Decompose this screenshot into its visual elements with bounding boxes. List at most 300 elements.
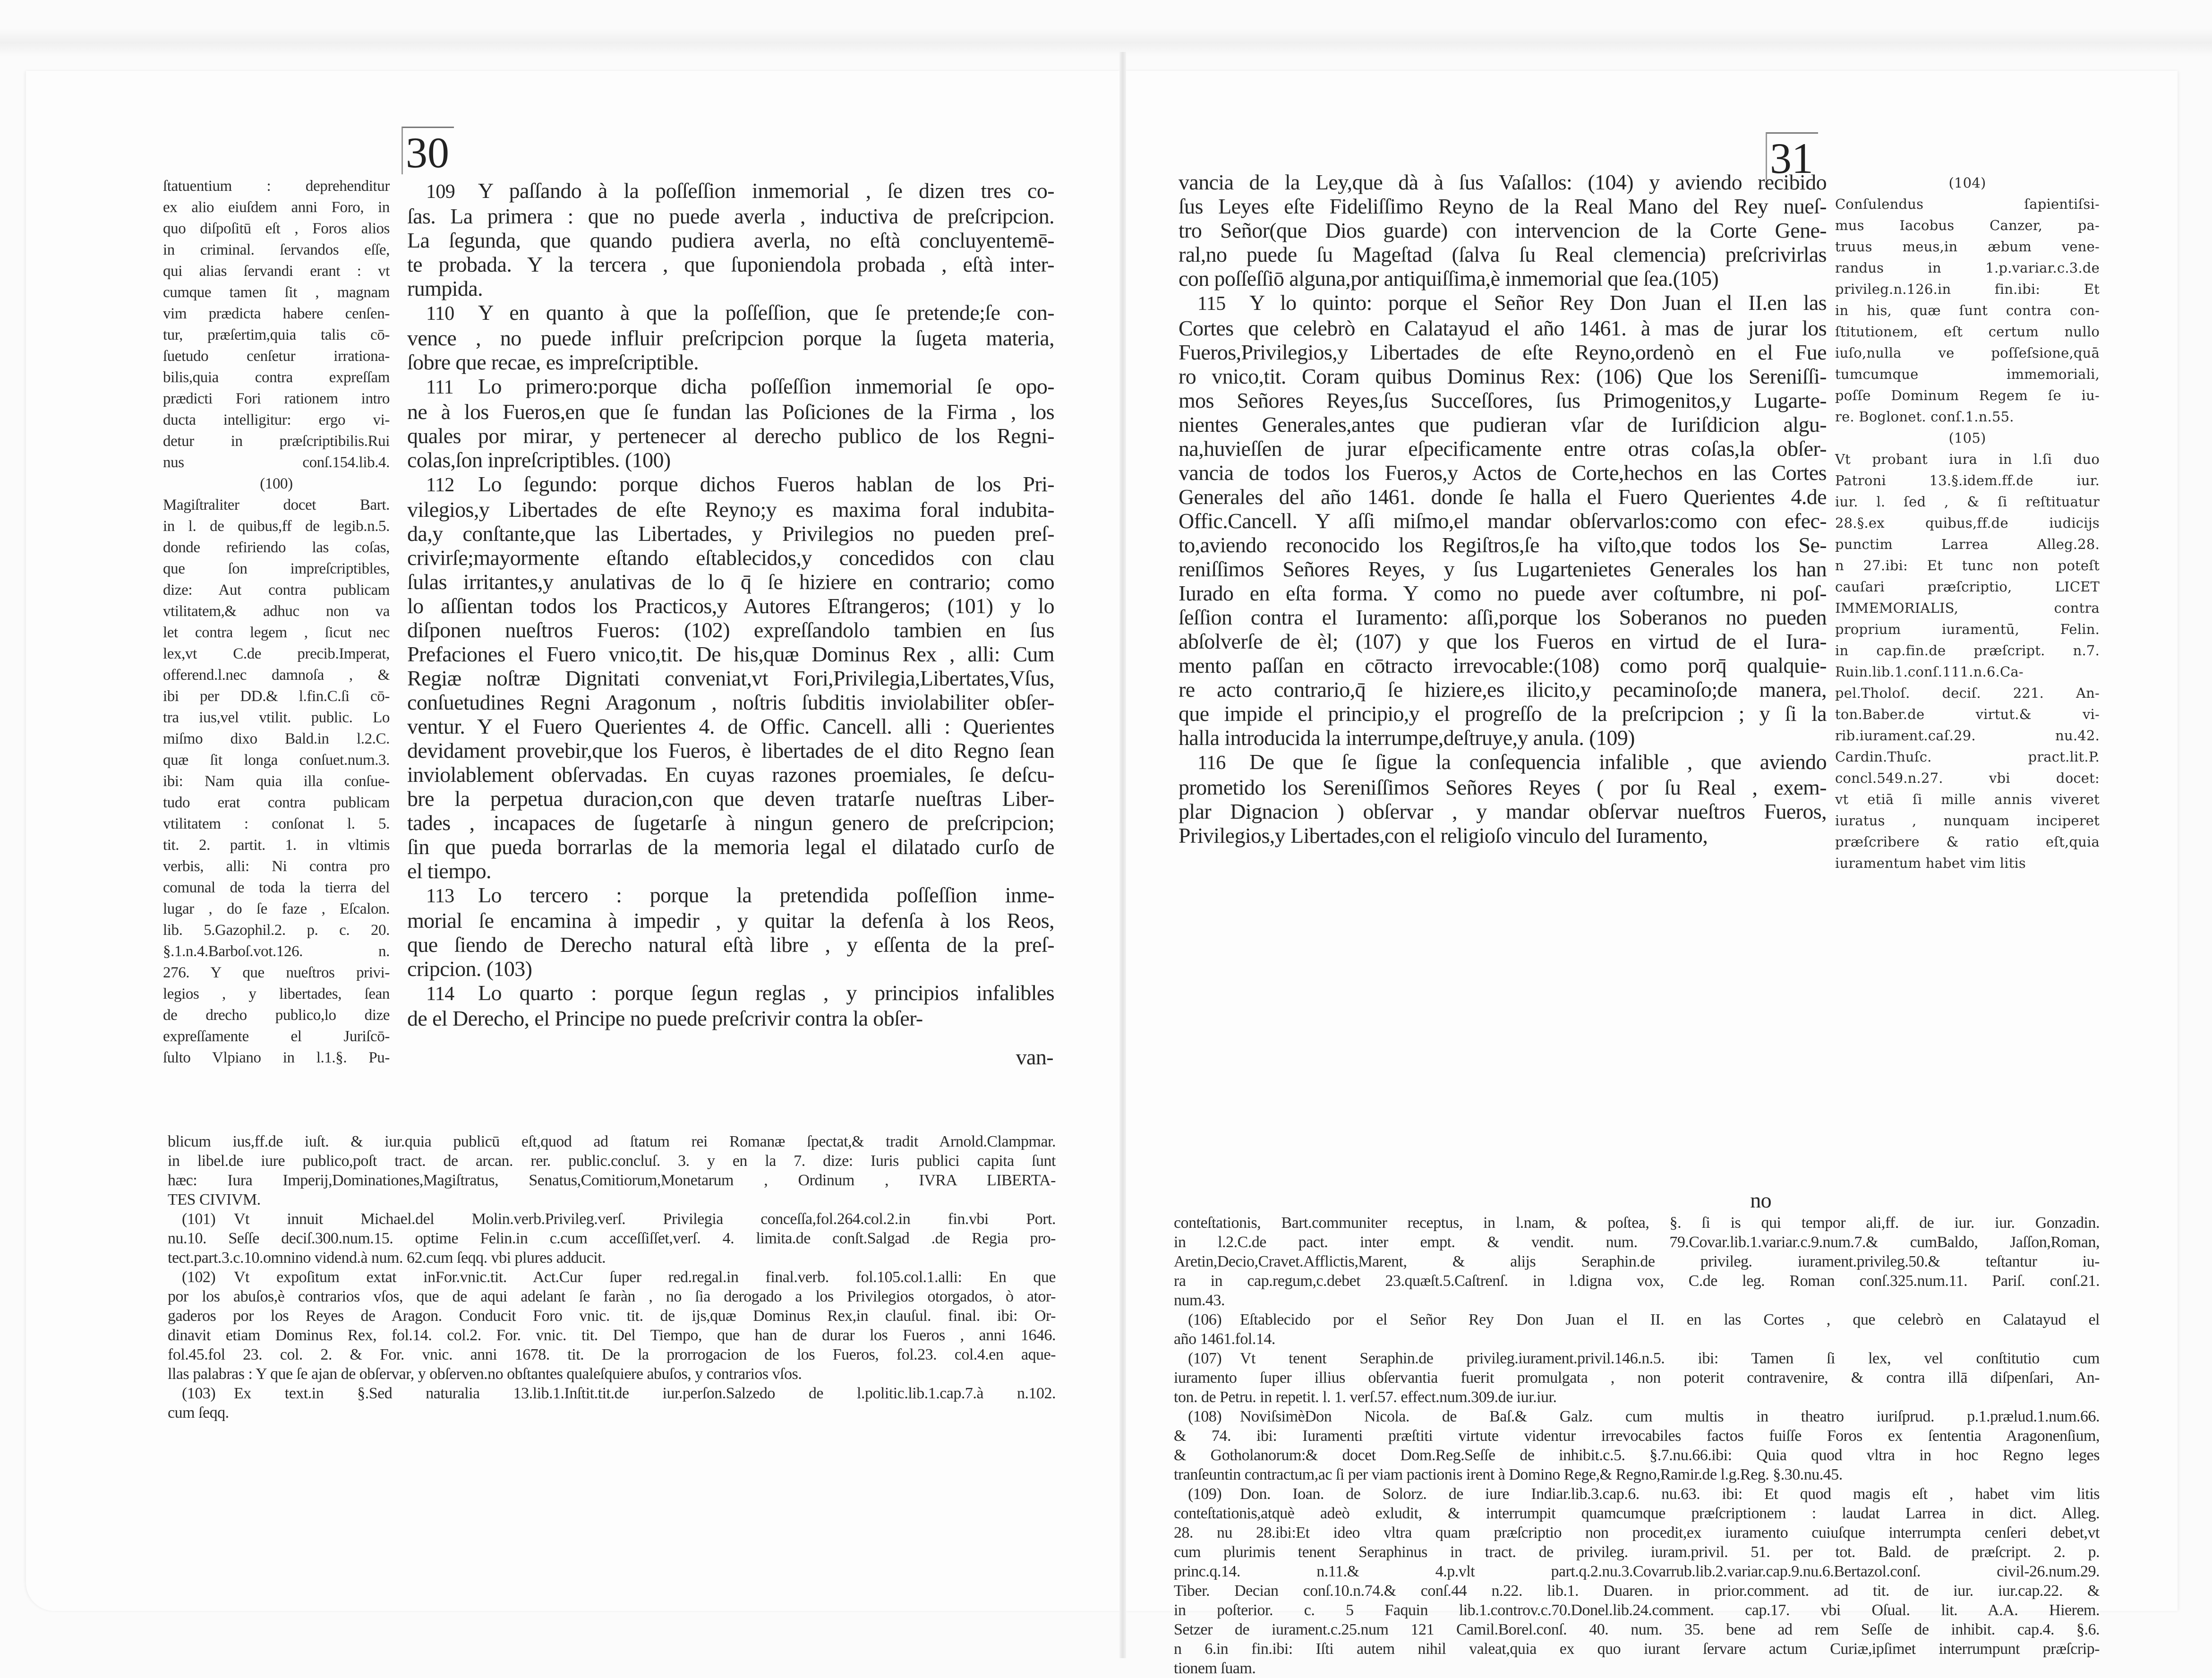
footnote-line bbox=[1174, 1271, 2100, 1291]
text-line bbox=[407, 179, 1054, 204]
footnote-text: nu.10. Seſſe deciſ.300.num.15. optime Felin.in c.cum acceſſiſſet,verſ. 4. limita.de conſt.Salgad .de Regia pro- bbox=[168, 1230, 1056, 1247]
line-text: ſas. La primera : que no puede averla , inductiva de preſcripcion. bbox=[407, 204, 1054, 228]
footnote-line bbox=[1174, 1291, 2100, 1310]
margin-note-line: ducta intelligitur: ergo vi- bbox=[163, 411, 390, 428]
line-text: ſobre que recae, es impreſcriptible. bbox=[407, 350, 699, 374]
margin-note-line: que ſon impreſcriptibles, bbox=[163, 560, 390, 577]
line-text: el tiempo. bbox=[407, 859, 491, 883]
margin-note-line: let contra legem , ſicut nec bbox=[163, 624, 390, 641]
side-note-line: in his, quæ ſunt contra con- bbox=[1835, 302, 2100, 318]
side-note-line: 28.§.ex quibus,ff.de iudicijs bbox=[1835, 515, 2100, 531]
line-text: Lo primero:porque dicha poſſeſſion inmemorial ſe opo- bbox=[478, 374, 1054, 398]
footnote-label: (107) bbox=[1188, 1350, 1222, 1367]
footnote-line bbox=[168, 1229, 1056, 1248]
text-line bbox=[407, 666, 1054, 690]
footnote-line bbox=[1174, 1329, 2100, 1349]
footnote-text: princ.q.14. n.11.& 4.p.vlt part.q.2.nu.3.Covarrub.lib.2.variar.cap.9.nu.6.Bertazol.conſ. civil-26.num.29. bbox=[1174, 1563, 2100, 1580]
line-text: ne à los Fueros,en que ſe fundan las Poſiciones de la Firma , los bbox=[407, 400, 1054, 424]
footnote-line bbox=[1174, 1504, 2100, 1523]
footnote-line bbox=[1174, 1659, 2100, 1678]
text-line bbox=[1179, 218, 1827, 242]
line-text: bre la perpetua duracion,con que deven tratarſe nueſtras Liber- bbox=[407, 787, 1054, 811]
margin-note-line: donde refiriendo las coſas, bbox=[163, 539, 390, 556]
line-text: nientes Generales,antes que pudieran vſar de Iuriſdicion algu- bbox=[1179, 412, 1827, 437]
right-side-notes bbox=[1835, 172, 2100, 874]
line-text: ſin que pueda borrarlas de la memoria legal el dilatado curſo de bbox=[407, 835, 1054, 859]
footnote-text: & 74. ibi: Iuramenti præſtiti virtute videntur irrevocabiles factos fuiſſe Foros ex ſententia Aragonenſium, bbox=[1174, 1427, 2100, 1445]
margin-note-line: de drecho publico,lo dize bbox=[163, 1007, 390, 1024]
text-line bbox=[407, 642, 1054, 666]
text-line bbox=[407, 738, 1054, 762]
footnote bbox=[1174, 1213, 2100, 1310]
footnote-text: tranſeuntin contractum,ac ſi per viam pactionis irent à Domino Rege,& Regno,Ramir.de l.g.Reg. §.30.nu.45. bbox=[1174, 1466, 1843, 1483]
line-text: da,y conſtante,que las Libertades, y Privilegios no pueden preſ- bbox=[407, 522, 1054, 546]
text-line bbox=[1179, 823, 1827, 848]
footnote-line bbox=[1174, 1233, 2100, 1252]
footnote-line bbox=[1174, 1639, 2100, 1659]
line-text: crivirſe;mayormente eſtando eſtablecidos,y concedidos con clau bbox=[407, 546, 1054, 570]
footnote bbox=[1174, 1407, 2100, 1484]
footnote-line bbox=[1174, 1349, 2100, 1368]
footnote-text: iuramento ſuper illius obſervantia fuerit promulgata , non poterit contravenire, & contra illā diſpenſari, An- bbox=[1174, 1369, 2100, 1387]
footnote bbox=[168, 1132, 1056, 1209]
line-text: morial ſe encamina à impedir , y quitar la defenſa à los Reos, bbox=[407, 908, 1054, 933]
margin-note-line: ibi per DD.& l.fin.C.ſi cō- bbox=[163, 688, 390, 705]
paragraph bbox=[407, 179, 1054, 300]
text-line bbox=[1179, 629, 1827, 653]
footnote-text: num.43. bbox=[1174, 1292, 1225, 1309]
side-note-line: Vt probant iura in l.ſi duo bbox=[1835, 451, 2100, 467]
text-line bbox=[407, 933, 1054, 957]
margin-note-line: in criminal. ſervandos eſſe, bbox=[163, 241, 390, 258]
margin-note-line: lugar , do ſe faze , Eſcalon. bbox=[163, 900, 390, 917]
text-line bbox=[407, 448, 1054, 472]
side-note-line: proprium iuramentū, Felin. bbox=[1835, 621, 2100, 637]
side-note-line: tumcumque immemoriali, bbox=[1835, 366, 2100, 382]
text-line bbox=[1179, 581, 1827, 605]
line-text: Y en quanto à que la poſſeſſion, que ſe pretende;ſe con- bbox=[478, 300, 1054, 325]
margin-note-line: tit. 2. partit. 1. in vltimis bbox=[163, 837, 390, 854]
footnote bbox=[168, 1209, 1056, 1267]
margin-note-line: bilis,quia contra expreſſam bbox=[163, 369, 390, 386]
footnote-line bbox=[1174, 1562, 2100, 1581]
side-note-line: in cap.fin.de præſcript. n.7. bbox=[1835, 642, 2100, 659]
paragraph bbox=[407, 883, 1054, 981]
footnote-line bbox=[1174, 1387, 2100, 1407]
side-note-line: iuramentum habet vim litis bbox=[1835, 855, 2026, 871]
text-line bbox=[407, 957, 1054, 981]
margin-note-line: ex alio eiuſdem anni Foro, in bbox=[163, 199, 390, 216]
paragraph bbox=[1179, 170, 1827, 291]
line-text: conſuetudines Regni Aragonum , noſtris ſubditis inviolabiliter obſer- bbox=[407, 690, 1054, 714]
side-note-line: privileg.n.126.in fin.ibi: Et bbox=[1835, 281, 2100, 297]
text-line bbox=[407, 618, 1054, 642]
margin-note-line: lib. 5.Gazophil.2. p. c. 20. bbox=[163, 922, 390, 939]
footnote-text: ton. de Petru. in repetit. l. 1. verſ.57. effect.num.309.de iur.iur. bbox=[1174, 1388, 1557, 1406]
text-line bbox=[407, 252, 1054, 276]
line-text: diſponen nueſtros Fueros: (102) expreſſandolo tambien en ſus bbox=[407, 618, 1054, 642]
line-text: vancia de todos los Fueros,y Actos de Corte,hechos en las Cortes bbox=[1179, 461, 1827, 485]
footnote-text: NoviſsimèDon Nicola. de Baſ.& Galz. cum multis in theatro iuriſprud. p.1.prælud.1.num.66. bbox=[1240, 1408, 2100, 1425]
margin-note-line: nus conſ.154.lib.4. bbox=[163, 454, 390, 471]
footnote-line bbox=[168, 1190, 1056, 1209]
footnote-text: Don. Ioan. de Solorz. de iure Indiar.lib.3.cap.6. nu.63. ibi: Et quod magis eſt , habet vim litis bbox=[1240, 1485, 2100, 1503]
paragraph bbox=[407, 472, 1054, 883]
side-note-line: iuratus , nunquam inciperet bbox=[1835, 813, 2100, 829]
footnote-line bbox=[168, 1248, 1056, 1267]
paragraph-number: 116 bbox=[1197, 752, 1226, 774]
footnote-text: gaderos por los Reyes de Aragon. Conducit Foro vnic. tit. de ijs,quæ Dominus Rex,in clauſul. final. ibi: Or- bbox=[168, 1307, 1056, 1325]
text-line bbox=[1179, 750, 1827, 775]
footnote-line bbox=[168, 1151, 1056, 1171]
margin-note-line: vtilitatem,& adhuc non va bbox=[163, 603, 390, 620]
paragraph-number: 110 bbox=[426, 303, 454, 325]
line-text: lo aſſientan todos los Practicos,y Autores Eſtrangeros; (101) y lo bbox=[407, 594, 1054, 618]
line-text: cripcion. (103) bbox=[407, 957, 532, 981]
margin-note-line: vtilitatem : conſonat l. 5. bbox=[163, 815, 390, 832]
line-text: La ſegunda, que quando pudiera averla, no eſtà concluyentemē- bbox=[407, 228, 1054, 252]
margin-note-line: quo diſpoſitū eſt , Foros alios bbox=[163, 220, 390, 237]
footnote-text: Aretin,Decio,Cravet.Afflictis,Marent, & alijs Seraphin.de privileg. iurament.privileg.50.& teſtantur iu- bbox=[1174, 1253, 2100, 1270]
text-line bbox=[1179, 677, 1827, 702]
right-main-text bbox=[1179, 170, 1827, 848]
text-line bbox=[1179, 653, 1827, 677]
side-note-line: vt etiā ſi mille annis viveret bbox=[1835, 791, 2100, 807]
footnote-line bbox=[1174, 1310, 2100, 1329]
footnote-line bbox=[1174, 1426, 2100, 1446]
footnote bbox=[1174, 1349, 2100, 1407]
paragraph-number: 113 bbox=[426, 885, 454, 907]
footnote bbox=[1174, 1484, 2100, 1678]
footnote-text: dinavit etiam Dominus Rex, fol.14. col.2. For. vnic. tit. Del Tiempo, que han de durar los Fueros , anni 1646. bbox=[168, 1327, 1056, 1344]
right-footnotes bbox=[1174, 1213, 2100, 1678]
footnote-text: in poſterior. c. 5 Faquin lib.1.controv.c.70.Donel.lib.24.comment. cap.17. vbi Oſual. lit. A.A. Hierem. bbox=[1174, 1601, 2100, 1619]
paragraph-number: 115 bbox=[1197, 293, 1226, 315]
margin-note-line: 276. Y que nueſtros privi- bbox=[163, 964, 390, 981]
line-text: Y paſſando à la poſſeſſion inmemorial , ſe dizen tres co- bbox=[478, 179, 1054, 203]
footnote-label: (108) bbox=[1188, 1408, 1222, 1425]
text-line bbox=[407, 714, 1054, 738]
footnote-line bbox=[1174, 1620, 2100, 1639]
text-line bbox=[1179, 509, 1827, 533]
text-line bbox=[407, 326, 1054, 350]
margin-note-line: tra ius,vel vtilit. public. Lo bbox=[163, 709, 390, 726]
side-note-line: iuſo,nulla ve poſſeſsione,quā bbox=[1835, 345, 2100, 361]
text-line bbox=[407, 300, 1054, 326]
line-text: ſulas irritantes,y anulativas de lo q̄ ſe hiziere en contrario; como bbox=[407, 570, 1054, 594]
margin-note-line: miſmo dixo Bald.in l.2.C. bbox=[163, 730, 390, 747]
margin-note-line: verbis, alli: Ni contra pro bbox=[163, 858, 390, 875]
text-line bbox=[1179, 461, 1827, 485]
margin-note-line: lex,vt C.de precib.Imperat, bbox=[163, 645, 390, 662]
text-line bbox=[407, 908, 1054, 933]
paragraph bbox=[407, 374, 1054, 472]
footnote bbox=[168, 1267, 1056, 1384]
text-line bbox=[407, 546, 1054, 570]
margin-note-line: quæ ſit longa conſuet.num.3. bbox=[163, 752, 390, 769]
footnote-line bbox=[168, 1267, 1056, 1287]
side-note-line: pel.Tholoſ. deciſ. 221. An- bbox=[1835, 685, 2100, 701]
line-text: halla introducida la interrumpe,deſtruye,y anula. (109) bbox=[1179, 726, 1635, 750]
line-text: na,huvieſſen de jurar eſpecificamente entre otras coſas,la obſer- bbox=[1179, 437, 1827, 461]
line-text: Lo quarto : porque ſegun reglas , y principios infalibles bbox=[478, 981, 1054, 1005]
paragraph-number: 112 bbox=[426, 474, 454, 496]
side-note-line: IMMEMORIALIS, contra bbox=[1835, 600, 2100, 616]
text-line bbox=[1179, 533, 1827, 557]
footnote-text: blicum ius,ff.de iuſt. & iur.quia publicū eſt,quod ad ſtatum rei Romanæ ſpectat,& tradit Arnold.Clampmar. bbox=[168, 1133, 1056, 1150]
line-text: Prefaciones el Fuero vnico,tit. De his,quæ Dominus Rex , alli: Cum bbox=[407, 642, 1054, 666]
footnote-text: cum ſeqq. bbox=[168, 1404, 229, 1421]
margin-note-line: comunal de toda la tierra del bbox=[163, 879, 390, 896]
line-text: Lo tercero : porque la pretendida poſſeſſion inme- bbox=[478, 883, 1054, 907]
side-note-line: n 27.ibi: Et tunc non poteſt bbox=[1835, 557, 2100, 574]
footnote-text: tionem ſuam. bbox=[1174, 1660, 1256, 1677]
text-line bbox=[407, 883, 1054, 908]
footnote-text: año 1461.fol.14. bbox=[1174, 1330, 1275, 1348]
footnote bbox=[168, 1384, 1056, 1422]
margin-note-line: cumque tamen ſit , magnam bbox=[163, 284, 390, 301]
line-text: vancia de la Ley,que dà à ſus Vaſallos: (104) y aviendo recibido bbox=[1179, 170, 1827, 194]
side-note-line: truus meus,in æbum vene- bbox=[1835, 239, 2100, 255]
line-text: Iurado en eſta forma. Y como no puede aver coſtumbre, ni poſ- bbox=[1179, 581, 1827, 605]
line-text: re acto contrario,q̄ ſe hiziere,es ilicito,y pecaminoſo;de manera, bbox=[1179, 677, 1827, 702]
text-line bbox=[1179, 485, 1827, 509]
line-text: devidament provebir,que los Fueros, è libertades de el dito Regno ſean bbox=[407, 738, 1054, 762]
text-line bbox=[1179, 702, 1827, 726]
line-text: de el Derecho, el Principe no puede preſcrivir contra la obſer- bbox=[407, 1006, 923, 1030]
line-text: que impide el principio,y el progreſſo de la preſcripcion ; y ſi la bbox=[1179, 702, 1827, 726]
line-text: Lo ſegundo: porque dichos Fueros hablan de los Pri- bbox=[478, 472, 1054, 496]
text-line bbox=[407, 859, 1054, 883]
footnote-label: (106) bbox=[1188, 1311, 1222, 1328]
footnote-text: conteſtationis,atquè adeò exludit, & interrumpit quamcumque præſcriptionem : laudat Larrea in dict. Alleg. bbox=[1174, 1505, 2100, 1522]
paragraph-number: 109 bbox=[426, 181, 455, 203]
footnote-text: 28. nu 28.ibi:Et ideo vltra quam præſcriptio non procedit,ex iuramento cuiuſque interrumpta cenſeri debet,vt bbox=[1174, 1524, 2100, 1541]
text-line bbox=[407, 522, 1054, 546]
line-text: ral,no puede ſu Mageſtad (ſalva ſu Real clemencia) preſcrivirlas bbox=[1179, 242, 1827, 266]
line-text: tades , incapaces de ſugetarſe à ningun genero de preſcripcion; bbox=[407, 811, 1054, 835]
catchword-left: van- bbox=[1016, 1045, 1053, 1069]
footnote-line bbox=[168, 1306, 1056, 1326]
book-gutter bbox=[1119, 52, 1126, 1658]
text-line bbox=[407, 374, 1054, 400]
side-note-line: cauſari præſcriptio, LICET bbox=[1835, 579, 2100, 595]
line-text: mento paſſan en cōtracto irrevocable:(108) como porq̄ qualquie- bbox=[1179, 653, 1827, 677]
line-text: Generales del año 1461. donde ſe halla el Fuero Querientes 4.de bbox=[1179, 485, 1827, 509]
text-line bbox=[1179, 557, 1827, 581]
footnote-text: hæc: Iura Imperij,Dominationes,Magiſtratus, Senatus,Comitiorum,Monetarum , Ordinum , IVRA LIBERTA- bbox=[168, 1172, 1056, 1189]
line-text: reniſſimos Señores Reyes, y ſus Lugartenietes Generales los han bbox=[1179, 557, 1827, 581]
text-line bbox=[407, 570, 1054, 594]
text-line bbox=[407, 835, 1054, 859]
page-number-right: 31 bbox=[1766, 132, 1818, 180]
text-line bbox=[407, 762, 1054, 787]
text-line bbox=[407, 400, 1054, 424]
footnote-line bbox=[168, 1209, 1056, 1229]
line-text: vilegios,y Libertades de eſte Reyno;y es maxima foral indubita- bbox=[407, 497, 1054, 522]
text-line bbox=[407, 276, 1054, 300]
paragraph bbox=[1179, 750, 1827, 848]
text-line bbox=[1179, 388, 1827, 412]
footnote-line bbox=[1174, 1446, 2100, 1465]
text-line bbox=[407, 228, 1054, 252]
text-line bbox=[1179, 170, 1827, 194]
text-line bbox=[1179, 605, 1827, 629]
footnote-text: in libel.de iure publico,poſt tract. de arcan. rer. public.concluſ. 3. y en la 7. dize: Iuris publici capita ſunt bbox=[168, 1152, 1056, 1170]
margin-note-line: legios , y libertades, ſean bbox=[163, 985, 390, 1002]
side-note-line: Cardin.Thuſc. pract.lit.P. bbox=[1835, 749, 2100, 765]
side-note-line: Ruin.lib.1.conſ.111.n.6.Ca- bbox=[1835, 664, 2024, 680]
footnote-line bbox=[1174, 1407, 2100, 1426]
text-line bbox=[407, 811, 1054, 835]
footnote-line bbox=[168, 1287, 1056, 1306]
side-note-line: iur. l. ſed , & ſi reſtituatur bbox=[1835, 494, 2100, 510]
side-note-line: præſcribere & ratio eſt,quia bbox=[1835, 834, 2100, 850]
text-line bbox=[1179, 194, 1827, 218]
text-line bbox=[1179, 775, 1827, 799]
line-text: quales por mirar, y pertenecer al derecho publico de los Regni- bbox=[407, 424, 1054, 448]
paragraph bbox=[1179, 291, 1827, 750]
footnote-text: Tiber. Decian conſ.10.n.74.& conſ.44 n.22. lib.1. Duaren. in prior.comment. ad tit. de iur. iur.cap.22. & bbox=[1174, 1582, 2100, 1600]
footnote-line bbox=[1174, 1252, 2100, 1271]
line-text: ro vnico,tit. Coram quibus Dominus Rex: (106) Que los Sereniſſi- bbox=[1179, 364, 1827, 388]
side-note-line: mus Iacobus Canzer, pa- bbox=[1835, 217, 2100, 233]
footnote-line bbox=[1174, 1213, 2100, 1233]
text-line bbox=[407, 472, 1054, 497]
line-text: to,aviendo reconocido los Regiſtros,ſe ha viſto,que todos los Se- bbox=[1179, 533, 1827, 557]
line-text: plar Dignacion ) obſervar , y mandar obſervar nueſtros Fueros, bbox=[1179, 799, 1827, 823]
margin-note-line: ſuetudo cenſetur irrationa- bbox=[163, 348, 390, 365]
margin-note-line: prædicti Fori rationem intro bbox=[163, 390, 390, 407]
margin-note-line: tur, præſertim,quia talis cō- bbox=[163, 326, 390, 343]
left-footnotes bbox=[168, 1132, 1056, 1422]
side-note-line: punctim Larrea Alleg.28. bbox=[1835, 536, 2100, 552]
footnote-text: Vt expoſitum extat inFor.vnic.tit. Act.Cur ſuper red.regal.in final.verb. fol.105.col.1.alli: En que bbox=[234, 1268, 1056, 1286]
footnote-line bbox=[168, 1132, 1056, 1151]
text-line bbox=[407, 350, 1054, 374]
side-note-label: (105) bbox=[1948, 430, 1986, 446]
margin-note-line: detur in præſcriptibilis.Rui bbox=[163, 433, 390, 450]
footnote-line bbox=[1174, 1601, 2100, 1620]
line-text: con poſſeſſiō alguna,por antiquiſſima,è inmemorial que ſea.(105) bbox=[1179, 266, 1719, 291]
footnote-text: Vt innuit Michael.del Molin.verb.Privileg.verſ. Privilegia conceſſa,fol.264.col.2.in fin.vbi Port. bbox=[234, 1210, 1056, 1228]
side-note-line: concl.549.n.27. vbi docet: bbox=[1835, 770, 2100, 786]
margin-note-line: expreſſamente el Juriſcō- bbox=[163, 1028, 390, 1045]
text-line bbox=[407, 424, 1054, 448]
footnote-label: (109) bbox=[1188, 1485, 1222, 1503]
footnote-line bbox=[1174, 1484, 2100, 1504]
side-note-line: poſſe Dominum Regem ſe iu- bbox=[1835, 387, 2100, 403]
footnote-line bbox=[168, 1171, 1056, 1190]
footnote-text: fol.45.fol 23. col. 2. & For. vnic. anni 1678. tit. De la prorrogacion de los Fueros, fol.23. col.4.en aque- bbox=[168, 1346, 1056, 1363]
footnote-line bbox=[168, 1364, 1056, 1384]
footnote-text: llas palabras : Y que ſe ajan de obſervar, y obſerven.no obſtantes qualeſquiere abuſos, y contrarios vſos. bbox=[168, 1365, 802, 1383]
footnote-text: Setzer de iurament.c.25.num 121 Camil.Borel.conſ. 40. num. 35. bene ad rem Seſſe de inhibit. cap.4. §.6. bbox=[1174, 1621, 2100, 1638]
footnote-line bbox=[1174, 1368, 2100, 1387]
text-line bbox=[1179, 266, 1827, 291]
footnote-line bbox=[1174, 1465, 2100, 1484]
footnote-line bbox=[1174, 1542, 2100, 1562]
line-text: De que ſe ſigue la conſequencia infalible , que aviendo bbox=[1249, 750, 1827, 774]
margin-note-line: Magiſtraliter docet Bart. bbox=[163, 497, 390, 514]
paragraph-number: 111 bbox=[426, 377, 454, 398]
footnote-text: por los abuſos,è contrarios vſos, que de aqui adelant ſe faràn , no ſia derogado a los Privilegios otorgados, ò ator- bbox=[168, 1288, 1056, 1305]
paragraph bbox=[407, 300, 1054, 374]
footnote-label: (101) bbox=[182, 1210, 216, 1228]
text-line bbox=[1179, 799, 1827, 823]
text-line bbox=[1179, 291, 1827, 316]
side-note-line: rib.iurament.caſ.29. nu.42. bbox=[1835, 728, 2100, 744]
side-note-label: (104) bbox=[1948, 175, 1986, 191]
side-note-line: randus in 1.p.variar.c.3.de bbox=[1835, 260, 2100, 276]
footnote-line bbox=[168, 1403, 1056, 1422]
line-text: mos Señores Reyes,ſus Succeſſores, ſus Primogenitos,y Lugarte- bbox=[1179, 388, 1827, 412]
footnote-line bbox=[168, 1384, 1056, 1403]
text-line bbox=[407, 594, 1054, 618]
left-margin-note bbox=[163, 176, 390, 1069]
side-note-line: ſtitutionem, eſt certum nullo bbox=[1835, 324, 2100, 340]
line-text: Fueros,Privilegios,y Libertades de eſte Reyno,ordenò en el Fue bbox=[1179, 340, 1827, 364]
text-line bbox=[1179, 726, 1827, 750]
footnote-text: conteſtationis, Bart.communiter receptus, in l.nam, & poſtea, §. ſi is qui tempor ali,ff. de iur. iur. Gonzadin. bbox=[1174, 1214, 2100, 1232]
line-text: Privilegios,y Libertades,con el religioſo vinculo del Iuramento, bbox=[1179, 823, 1708, 848]
margin-note-label: (100) bbox=[260, 475, 293, 492]
text-line bbox=[407, 204, 1054, 228]
page-top-shadow bbox=[0, 28, 2212, 57]
margin-note-line: in l. de quibus,ff de legib.n.5. bbox=[163, 518, 390, 535]
line-text: inviolablement obſervadas. En cuyas razones proemiales, ſe deſcu- bbox=[407, 762, 1054, 787]
footnote-text: TES CIVIVM. bbox=[168, 1191, 261, 1208]
catchword-right: no bbox=[1750, 1188, 1771, 1212]
line-text: Offic.Cancell. Y aſſi miſmo,el mandar obſervarlos:como con efec- bbox=[1179, 509, 1827, 533]
line-text: Regiæ noſtræ Dignitati conveniat,vt Fori,Privilegia,Libertates,Vſus, bbox=[407, 666, 1054, 690]
side-note-line: Conſulendus ſapientiſsi- bbox=[1835, 196, 2100, 212]
footnote-line bbox=[168, 1326, 1056, 1345]
margin-note-line: ſtatuentium : deprehenditur bbox=[163, 178, 390, 195]
footnote-text: tect.part.3.c.10.omnino vidend.à num. 62.cum ſeqq. vbi plures adducit. bbox=[168, 1249, 606, 1267]
text-line bbox=[1179, 340, 1827, 364]
line-text: Y lo quinto: porque el Señor Rey Don Juan el II.en las bbox=[1249, 291, 1827, 315]
line-text: ſus Leyes eſte Fideliſſimo Reyno de la Real Mano del Rey nueſ- bbox=[1179, 194, 1827, 218]
text-line bbox=[407, 981, 1054, 1006]
margin-note-line: vim prædicta habere cenſen- bbox=[163, 305, 390, 322]
footnote-line bbox=[168, 1345, 1056, 1364]
footnote-text: ra in cap.regum,c.debet 23.quæſt.5.Caſtrenſ. in l.digna vox, C.de leg. Roman conſ.325.num.11. Pariſ. conſ.21. bbox=[1174, 1272, 2100, 1290]
footnote-line bbox=[1174, 1523, 2100, 1542]
margin-note-line: qui alias ſervandi erant : vt bbox=[163, 263, 390, 280]
margin-note-line: dize: Aut contra publicam bbox=[163, 582, 390, 599]
footnote-text: Vt tenent Seraphin.de privileg.iurament.privil.146.n.5. ibi: Tamen ſi lex, vel conſtitutio cum bbox=[1240, 1350, 2100, 1367]
footnote-text: cum plurimis tenent Seraphinus in tract. de privileg. iuram.privil. 51. per tot. Bald. de præſcript. 2. p. bbox=[1174, 1543, 2100, 1561]
footnote-text: Ex text.in §.Sed naturalia 13.lib.1.Inſtit.tit.de iur.perſon.Salzedo de l.politic.lib.1.cap.7.à n.102. bbox=[234, 1385, 1056, 1402]
margin-note-line: ibi: Nam quia illa conſue- bbox=[163, 773, 390, 790]
line-text: te probada. Y la tercera , que ſuponiendola probada , eſtà inter- bbox=[407, 252, 1054, 276]
footnote-text: in l.2.C.de pact. inter empt. & vendit. num. 79.Covar.lib.1.variar.c.9.num.7.& cumBaldo, Jaſſon,Roman, bbox=[1174, 1233, 2100, 1251]
side-note-line: re. Boglonet. conſ.1.n.55. bbox=[1835, 409, 2014, 425]
margin-note-line: §.1.n.4.Barboſ.vot.126. n. bbox=[163, 943, 390, 960]
line-text: prometido los Sereniſſimos Señores Reyes ( por ſu Real , exem- bbox=[1179, 775, 1827, 799]
margin-note-line: tudo erat contra publicam bbox=[163, 794, 390, 811]
footnote-label: (103) bbox=[182, 1385, 216, 1402]
margin-note-line: offerend.l.nec damnoſa , & bbox=[163, 667, 390, 684]
line-text: rumpida. bbox=[407, 276, 483, 300]
text-line bbox=[1179, 364, 1827, 388]
line-text: abſolverſe de èl; (107) y que los Fueros en virtud de el Iura- bbox=[1179, 629, 1827, 653]
text-line bbox=[1179, 316, 1827, 340]
line-text: vence , no puede influir preſcripcion porque la ſugeta materia, bbox=[407, 326, 1054, 350]
page-number-left: 30 bbox=[401, 127, 454, 174]
text-line bbox=[407, 690, 1054, 714]
